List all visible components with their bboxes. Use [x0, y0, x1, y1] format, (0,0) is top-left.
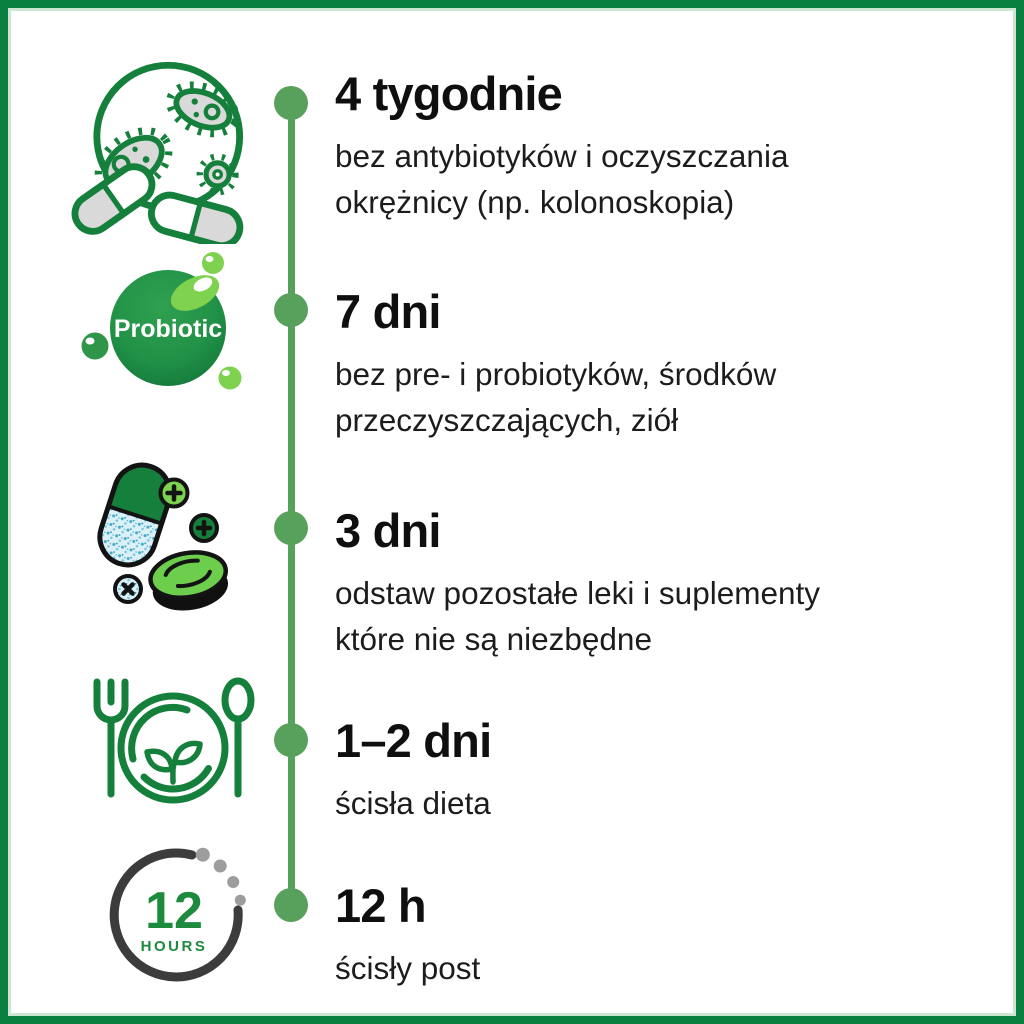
plate-fork-spoon-icon	[66, 672, 271, 822]
probiotic-label: Probiotic	[113, 315, 223, 343]
timeline-dot-5	[274, 888, 308, 922]
step-5-heading: 12 h	[335, 879, 426, 932]
timer-number: 12	[145, 882, 203, 940]
step-5-description	[335, 945, 1000, 991]
step-3	[335, 505, 1000, 662]
step-4-heading: 1–2 dni	[335, 714, 492, 767]
step-1-description-line-1: bez antybiotyków i oczyszczania	[335, 137, 789, 174]
step-1	[335, 68, 1000, 225]
step-3-description	[335, 570, 1000, 663]
timer-unit: HOURS	[140, 938, 208, 955]
step-5-description-line-1: ścisły post	[335, 949, 481, 986]
step-3-heading: 3 dni	[335, 504, 441, 557]
step-4-description	[335, 780, 1000, 826]
timeline-line	[288, 103, 295, 905]
step-1-heading: 4 tygodnie	[335, 67, 563, 120]
step-2-description-line-1: bez pre- i probiotyków, środków	[335, 355, 777, 392]
probiotic-ball-icon	[68, 233, 268, 433]
pills-and-supplements-icon	[68, 448, 268, 648]
timeline-dot-4	[274, 723, 308, 757]
step-2	[335, 286, 1000, 443]
timeline-dot-3	[274, 511, 308, 545]
step-4-description-line-1: ścisła dieta	[335, 784, 491, 821]
step-3-description-line-2: które nie są niezbędne	[335, 620, 652, 657]
step-3-description-line-1: odstaw pozostałe leki i suplementy	[335, 574, 821, 611]
timeline-dot-2	[274, 293, 308, 327]
step-5	[335, 880, 1000, 991]
step-2-description-line-2: przeczyszczających, ziół	[335, 401, 679, 438]
step-2-heading: 7 dni	[335, 285, 441, 338]
timeline-dot-1	[274, 86, 308, 120]
step-1-description	[335, 133, 1000, 226]
step-2-description	[335, 351, 1000, 444]
bacteria-and-capsules-icon	[58, 44, 268, 244]
twelve-hours-timer-icon	[76, 810, 276, 1010]
step-4	[335, 715, 1000, 826]
step-1-description-line-2: okrężnicy (np. kolonoskopia)	[335, 183, 735, 220]
